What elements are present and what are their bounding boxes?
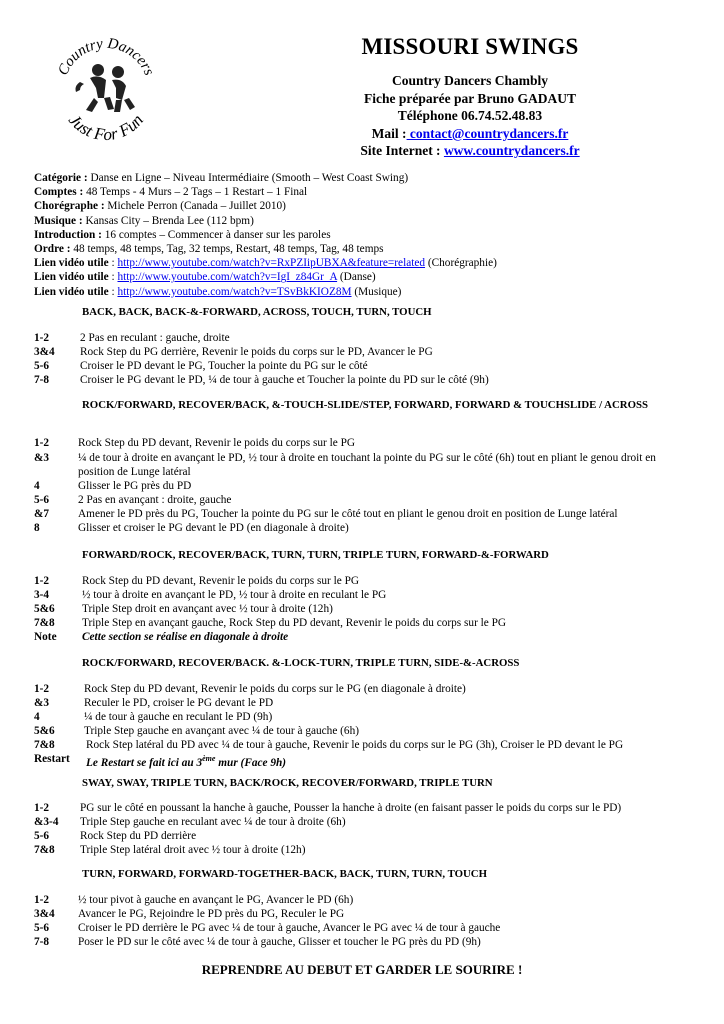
video-sep: :: [108, 285, 118, 298]
video-suffix: (Musique): [351, 285, 402, 298]
step-description: Triple Step droit en avançant avec ½ tour à droite (12h): [82, 603, 333, 615]
step-count: 1-2: [34, 332, 50, 344]
choregraphe-value: Michele Perron (Canada – Juillet 2010): [104, 200, 286, 213]
step-count: 7-8: [34, 374, 50, 386]
logo-text-bottom: Just For Fun: [64, 110, 148, 145]
step-count: 1-2: [34, 683, 50, 695]
mail-line: [280, 125, 660, 143]
step-count: 1-2: [34, 575, 50, 587]
step-description: 2 Pas en reculant : gauche, droite: [80, 332, 230, 344]
step-description: Poser le PD sur le côté avec ¼ de tour à gauche, Glisser et toucher le PG près du PD (9h): [78, 936, 481, 948]
step-description: Avancer le PG, Rejoindre le PD près du PG, Reculer le PG: [78, 908, 345, 920]
comptes-label: Comptes :: [34, 186, 84, 199]
restart-label: Restart: [34, 753, 70, 765]
step-description: ¼ de tour à gauche en reculant le PD (9h): [84, 711, 273, 723]
step-count: &3: [34, 452, 50, 464]
step-description: Rock Step du PD devant, Revenir le poids du corps sur le PG: [82, 575, 360, 587]
step-count: 8: [34, 522, 40, 534]
step-description: Croiser le PD devant le PG, Toucher la pointe du PG sur le côté: [80, 360, 368, 372]
page-title: MISSOURI SWINGS: [361, 34, 579, 59]
phone: Téléphone 06.74.52.48.83: [397, 108, 543, 123]
musique-line: [34, 214, 714, 228]
club-logo: [50, 28, 162, 146]
ordre-value: 48 temps, 48 temps, Tag, 32 temps, Restart, 48 temps, Tag, 48 temps: [70, 243, 384, 256]
step-description: 2 Pas en avançant : droite, gauche: [78, 494, 232, 506]
step-description: Triple Step gauche en avançant avec ¼ de tour à gauche (6h): [84, 725, 359, 737]
categorie-value: Danse en Ligne – Niveau Intermédiaire (Smooth – West Coast Swing): [87, 172, 409, 184]
step-description: Glisser le PG près du PD: [78, 480, 192, 492]
step-description: Rock Step du PD devant, Revenir le poids du corps sur le PG (en diagonale à droite): [84, 683, 466, 695]
video-suffix: (Chorégraphie): [425, 257, 497, 270]
step-description: Triple Step latéral droit avec ½ tour à droite (12h): [80, 844, 306, 856]
section-title: FORWARD/ROCK, RECOVER/BACK, TURN, TURN, TRIPLE TURN, FORWARD-&-FORWARD: [82, 549, 549, 561]
step-count: 7-8: [34, 936, 50, 948]
step-description: Rock Step latéral du PD avec ¼ de tour à gauche, Revenir le poids du corps sur le PG (3h), Croiser le PD devant le PG: [86, 739, 624, 751]
step-description: PG sur le côté en poussant la hanche à gauche, Pousser la hanche à droite (en faisant passer le poids du corps sur le PD): [80, 802, 622, 814]
ordre-line: [34, 242, 714, 256]
video-line: [34, 256, 714, 270]
step-count: 5-6: [34, 360, 50, 372]
step-count: &3-4: [34, 816, 59, 828]
video-line: [34, 270, 714, 284]
step-count: 5&6: [34, 725, 55, 737]
step-count: 7&8: [34, 617, 55, 629]
mail-label: Mail :: [371, 125, 407, 141]
note-label: Note: [34, 631, 57, 643]
step-description: Reculer le PD, croiser le PG devant le PD: [84, 697, 274, 709]
restart-sup: ème: [202, 754, 216, 763]
step-description: ½ tour à droite en avançant le PD, ½ tour à droite en reculant le PG: [82, 589, 387, 601]
step-count: 4: [34, 711, 40, 723]
video-sep: :: [108, 271, 118, 284]
video-link-choregraphie[interactable]: http://www.youtube.com/watch?v=RxPZIipUBXA&feature=related: [117, 257, 426, 270]
site-line: [280, 142, 660, 160]
step-description: Triple Step gauche en reculant avec ¼ de tour à droite (6h): [80, 816, 346, 828]
step-description: Glisser et croiser le PG devant le PD (en diagonale à droite): [78, 522, 349, 534]
step-count: 3&4: [34, 346, 55, 358]
section-title: SWAY, SWAY, TRIPLE TURN, BACK/ROCK, RECOVER/FORWARD, TRIPLE TURN: [82, 777, 493, 789]
step-count: 5-6: [34, 922, 50, 934]
video-link-danse[interactable]: http://www.youtube.com/watch?v=IgI_z84Gr_A: [117, 271, 338, 284]
step-description: Rock Step du PD derrière: [80, 830, 197, 842]
comptes-value: 48 Temps - 4 Murs – 2 Tags – 1 Restart – 1 Final: [83, 186, 308, 199]
step-count: 1-2: [34, 894, 50, 906]
step-description: Rock Step du PG derrière, Revenir le poids du corps sur le PD, Avancer le PG: [80, 346, 433, 358]
video-sep: :: [108, 257, 118, 270]
intro-value: 16 comptes – Commencer à danser sur les paroles: [101, 228, 331, 241]
comptes-line: [34, 185, 714, 199]
step-description: Croiser le PD derrière le PG avec ¼ de tour à gauche, Avancer le PG avec ¼ de tour à gauche: [78, 922, 501, 934]
section-title: TURN, FORWARD, FORWARD-TOGETHER-BACK, BACK, TURN, TURN, TOUCH: [82, 868, 487, 880]
step-count: 3&4: [34, 908, 55, 920]
dance-info: [34, 171, 714, 299]
video-suffix: (Danse): [337, 271, 376, 284]
step-count: 4: [34, 480, 40, 492]
step-description: Croiser le PG devant le PD, ¼ de tour à gauche et Toucher la pointe du PD sur le côté (9h): [80, 374, 489, 386]
restart-text-pre: Le Restart se fait ici au 3: [86, 756, 203, 769]
intro-label: Introduction :: [34, 228, 102, 241]
section-title: BACK, BACK, BACK-&-FORWARD, ACROSS, TOUCH, TURN, TOUCH: [82, 306, 432, 318]
step-description: ¼ de tour à droite en avançant le PD, ½ tour à droite en touchant la pointe du PG sur le côté (6h) tout en pliant le genou droit en position de Lunge latéral: [78, 452, 656, 479]
step-count: 1-2: [34, 437, 50, 449]
prepared-by: Fiche préparée par Bruno GADAUT: [364, 90, 576, 106]
step-description: Amener le PD près du PG, Toucher la pointe du PG sur le côté tout en pliant le genou droit en position de Lunge latéral: [78, 508, 618, 520]
contact-block: [280, 72, 660, 160]
site-link[interactable]: www.countrydancers.fr: [443, 143, 580, 158]
step-description: Triple Step en avançant gauche, Rock Step du PD devant, Revenir le poids du corps sur le PG: [82, 617, 507, 629]
club-name: Country Dancers Chambly: [391, 73, 548, 88]
site-label: Site Internet :: [360, 143, 441, 158]
step-description: ½ tour pivot à gauche en avançant le PG, Avancer le PD (6h): [78, 894, 354, 906]
step-count: &7: [34, 508, 50, 520]
logo-text-top: Country Dancers: [55, 35, 157, 78]
ordre-label: Ordre :: [34, 243, 71, 256]
choregraphe-line: [34, 199, 714, 213]
step-description: Rock Step du PD devant, Revenir le poids du corps sur le PG: [78, 437, 356, 449]
section-title: ROCK/FORWARD, RECOVER/BACK. &-LOCK-TURN, TRIPLE TURN, SIDE-&-ACROSS: [82, 657, 520, 669]
video-label: Lien vidéo utile: [34, 271, 109, 284]
musique-value: Kansas City – Brenda Lee (112 bpm): [82, 214, 254, 227]
video-label: Lien vidéo utile: [34, 257, 109, 270]
mail-link[interactable]: contact@countrydancers.fr: [406, 125, 569, 141]
categorie-label: Catégorie :: [34, 172, 88, 184]
restart-text: [86, 752, 286, 770]
step-count: 7&8: [34, 844, 55, 856]
section-title: ROCK/FORWARD, RECOVER/BACK, &-TOUCH-SLIDE/STEP, FORWARD, FORWARD & TOUCHSLIDE / ACROSS: [82, 399, 648, 411]
step-count: &3: [34, 697, 50, 709]
video-label: Lien vidéo utile: [34, 285, 109, 298]
step-count: 3-4: [34, 589, 50, 601]
restart-text-post: mur (Face 9h): [215, 756, 287, 769]
categorie-line: [34, 171, 714, 185]
step-count: 1-2: [34, 802, 50, 814]
video-line: [34, 285, 714, 299]
intro-line: [34, 228, 714, 242]
step-count: 5-6: [34, 830, 50, 842]
step-count: 7&8: [34, 739, 55, 751]
musique-label: Musique :: [34, 214, 83, 227]
closing-message: REPRENDRE AU DEBUT ET GARDER LE SOURIRE !: [201, 962, 523, 977]
video-link-musique[interactable]: http://www.youtube.com/watch?v=TSvBkKIOZ8M: [117, 285, 352, 298]
dancers-icon: [76, 64, 136, 112]
note-text: Cette section se réalise en diagonale à droite: [82, 631, 289, 643]
choregraphe-label: Chorégraphe :: [34, 200, 105, 213]
step-count: 5&6: [34, 603, 55, 615]
step-count: 5-6: [34, 494, 50, 506]
